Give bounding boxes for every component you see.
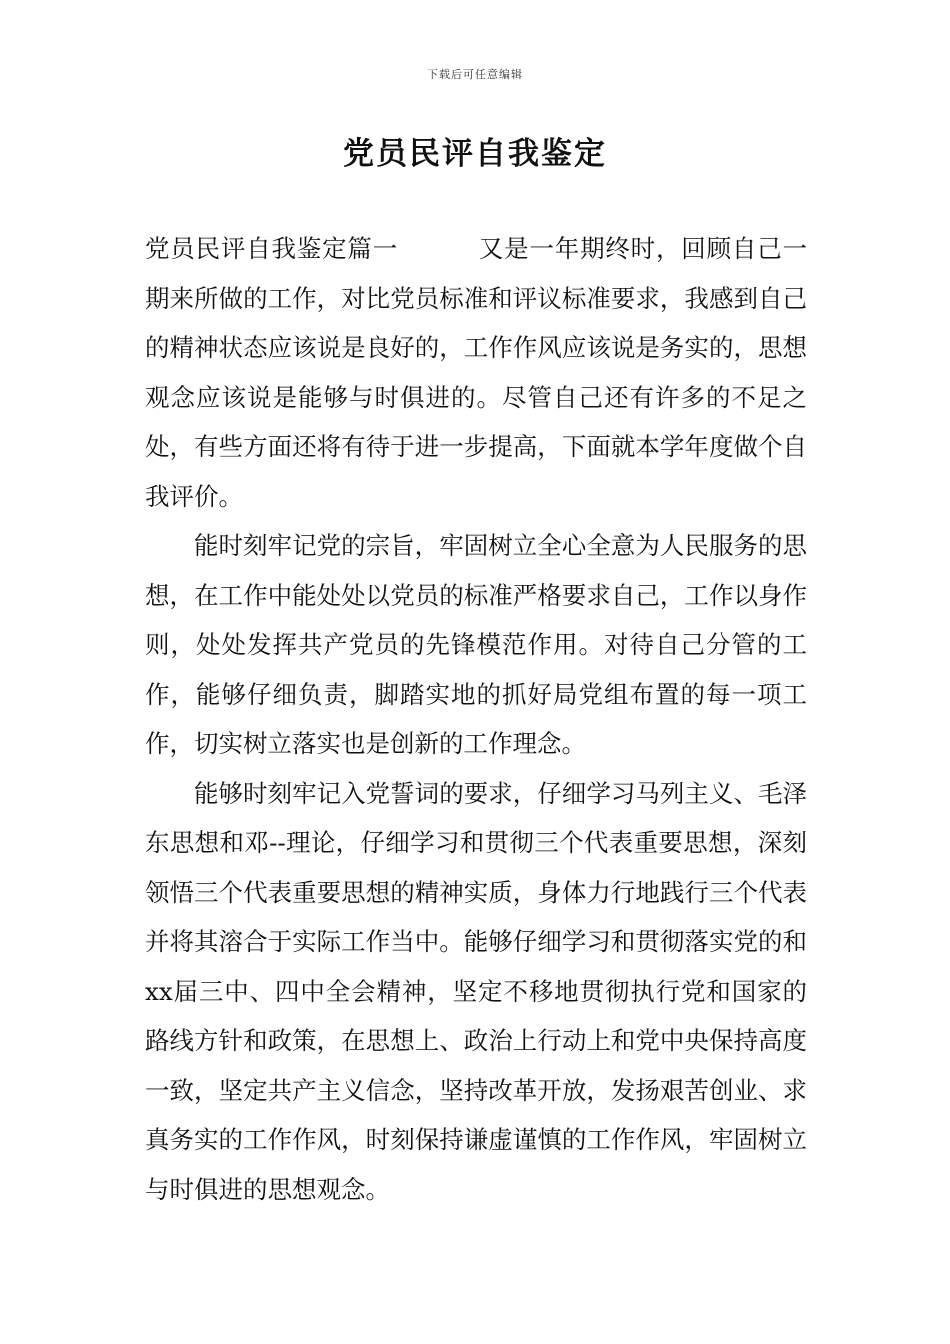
page-title: 党员民评自我鉴定 xyxy=(343,136,607,172)
paragraph-3: 能够时刻牢记入党誓词的要求，仔细学习马列主义、毛泽东思想和邓--理论，仔细学习和贯彻三个代表重要思想，深刻领悟三个代表重要思想的精神实质，身体力行地践行三个代表并将其溶合于实际工作当中。能够仔细学习和贯彻落实党的和xx届三中、四中全会精神，坚定不移地贯彻执行党和国家的路线方针和政策，在思想上、政治上行动上和党中央保持高度一致，坚定共产主义信念，坚持改革开放，发扬艰苦创业、求真务实的工作作风，时刻保持谦虚谨慎的工作作风，牢固树立与时俱进的思想观念。 xyxy=(145,778,807,1204)
document-body xyxy=(145,224,807,1214)
header-note: 下载后可任意编辑 xyxy=(427,68,523,81)
paragraph-1 xyxy=(145,224,807,521)
paragraph-2: 能时刻牢记党的宗旨，牢固树立全心全意为人民服务的思想，在工作中能处处以党员的标准严格要求自己，工作以身作则，处处发挥共产党员的先锋模范作用。对待自己分管的工作，能够仔细负责，脚踏实地的抓好局党组布置的每一项工作，切实树立落实也是创新的工作理念。 xyxy=(145,531,807,758)
paragraph-1-text: 又是一年期终时，回顾自己一期来所做的工作，对比党员标准和评议标准要求，我感到自己的精神状态应该说是良好的，工作作风应该说是务实的，思想观念应该说是能够与时俱进的。尽管自己还有许多的不足之处，有些方面还将有待于进一步提高，下面就本学年度做个自我评价。 xyxy=(145,234,808,511)
section-heading: 党员民评自我鉴定篇一 xyxy=(145,234,399,263)
